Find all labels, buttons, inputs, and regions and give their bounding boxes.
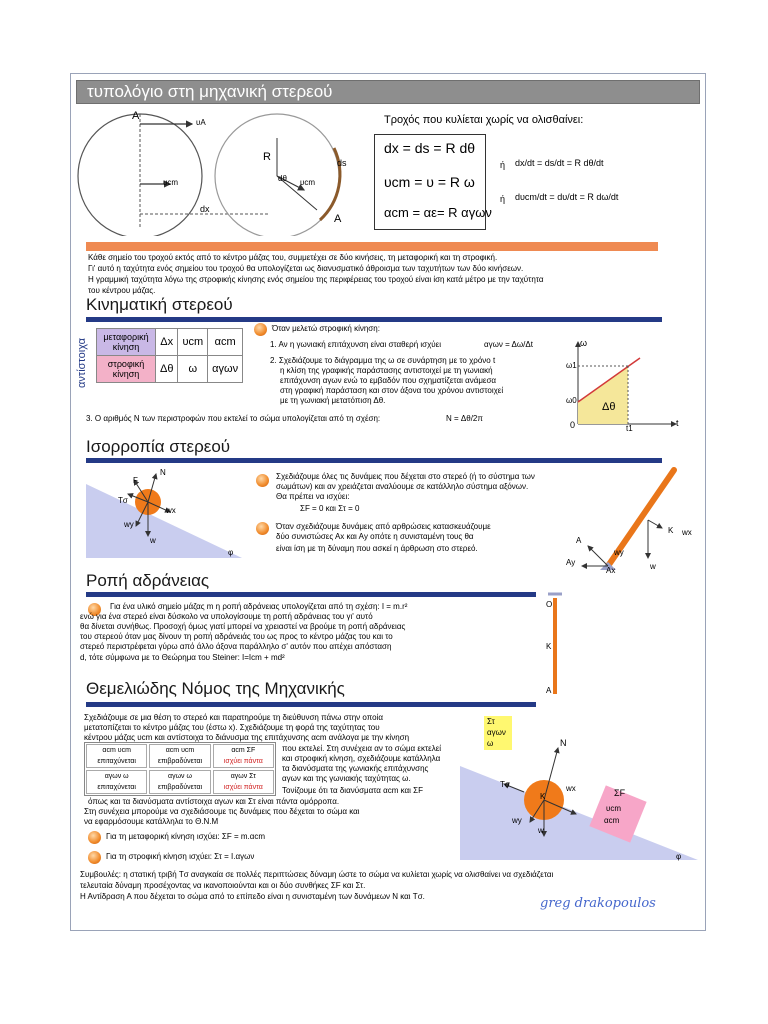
equilibrium-bar bbox=[86, 458, 662, 463]
inertia-bar bbox=[86, 592, 536, 597]
row1-c3: αcm bbox=[208, 329, 243, 356]
row1-label: μεταφορική κίνηση bbox=[97, 329, 156, 356]
rolling-frac2: dυcm/dt = dυ/dt = R dω/dt bbox=[515, 192, 619, 202]
kinematics-bar bbox=[86, 317, 662, 322]
inertia-l3: θα δίνεται συνήθως. Προσοχή όμως γιατί μπορεί να χρειαστεί να βρούμε τη ροπή αδράνειας bbox=[80, 622, 406, 631]
eq-fig-w: w bbox=[150, 536, 156, 545]
rolling-title: Τροχός που κυλίεται χωρίς να ολισθαίνει: bbox=[384, 114, 584, 126]
law-fig-n: N bbox=[560, 738, 567, 748]
rolling-eq2: υcm = υ = R ω bbox=[384, 174, 475, 190]
law-bar bbox=[86, 702, 536, 707]
orange-divider bbox=[86, 242, 658, 251]
rod-o: O bbox=[546, 600, 553, 609]
law-l1: Σχεδιάζουμε σε μια θέση το στερεό και παρατηρούμε τη διεύθυνση πάνω στην οποία bbox=[84, 713, 383, 722]
legend-s1: Στ bbox=[487, 717, 495, 726]
law-fig-sf: ΣF bbox=[614, 788, 626, 798]
wheel-label-a-top: A bbox=[132, 110, 140, 122]
advice-l3: Η Αντίδραση Α που δέχεται το σώμα από το επίπεδο είναι η συνισταμένη των δυνάμεων Ν και Tσ. bbox=[80, 892, 425, 901]
row1-c2: υcm bbox=[178, 329, 208, 356]
law-fig-wx: wx bbox=[566, 784, 576, 793]
cell-top: αγων Στ bbox=[230, 773, 256, 780]
law-b1: Για τη μεταφορική κίνηση ισχύει: ΣF = m.αcm bbox=[106, 832, 266, 841]
kinematics-sidebar: αντίστοιχα bbox=[76, 337, 88, 389]
wheel-label-r: R bbox=[263, 151, 271, 163]
rolling-eq1: dx = ds = R dθ bbox=[384, 140, 476, 156]
cell-bottom: επιταχύνεται bbox=[97, 784, 136, 791]
eq-b1eq: ΣF = 0 και Στ = 0 bbox=[300, 504, 360, 513]
bullet-icon bbox=[254, 323, 267, 336]
eq-b1a: Σχεδιάζουμε όλες τις δυνάμεις που δέχεται στο στερεό (ή το σύστημα των bbox=[276, 472, 535, 481]
rod-fig-w: w bbox=[650, 562, 656, 571]
law-incline-figure bbox=[440, 736, 700, 866]
kin-p1eq: αγων = Δω/Δt bbox=[484, 340, 533, 349]
eq-b1c: Θα πρέπει να ισχύει: bbox=[276, 492, 350, 501]
cell-bottom: ισχύει πάντα bbox=[223, 758, 263, 765]
cell-top: αcm ΣF bbox=[231, 747, 256, 754]
bullet-icon bbox=[88, 851, 101, 864]
law-l6: τα διανύσματα της γωνιακής επιτάχυνσης bbox=[282, 764, 429, 773]
intro-line4: του κέντρου μάζας. bbox=[88, 286, 156, 295]
law-fig-k: K bbox=[540, 792, 546, 801]
graph-zero: 0 bbox=[570, 420, 576, 430]
kinematics-table bbox=[96, 328, 243, 383]
cell-bottom: επιβραδύνεται bbox=[157, 758, 203, 765]
law-l5: και στροφική κίνηση, σχεδιάζουμε κατάλληλα bbox=[282, 754, 441, 763]
row1-c1: Δx bbox=[156, 329, 178, 356]
rolling-eq3: αcm = αε= R αγων bbox=[384, 205, 492, 220]
eq-b2b: δύο συνιστώσες Αx και Αy οπότε η συνισταμένη τους θα bbox=[276, 532, 474, 541]
kin-p2d: στη γραφική παράσταση και στον άξονα του χρόνου αντιστοιχεί bbox=[280, 386, 504, 395]
law-title: Θεμελιώδης Νόμος της Μηχανικής bbox=[86, 679, 345, 698]
bullet-icon bbox=[256, 474, 269, 487]
kin-p1: 1. Αν η γωνιακή επιτάχυνση είναι σταθερή ισχύει bbox=[270, 340, 442, 349]
eq-fig-n: N bbox=[160, 468, 166, 477]
law-fig-tc: Tσ bbox=[500, 780, 510, 789]
eq-b2c: είναι ίση με τη δύναμη που ασκεί η άρθρωση στο στερεό. bbox=[276, 544, 478, 553]
law-l11: να εφαρμόσουμε κατάλληλα το Θ.Ν.Μ bbox=[84, 817, 219, 826]
kin-p2b: η κλίση της γραφικής παράστασης αντιστοιχεί με τη γωνιακή bbox=[280, 366, 493, 375]
law-fig-ucm: υcm bbox=[606, 804, 622, 813]
advice-l2: τελευταία δύναμη προσέχοντας να ικανοποιούνται και οι δύο συνθήκες ΣF και Στ. bbox=[80, 881, 366, 890]
rod-a: A bbox=[546, 686, 552, 695]
row2-label: στροφική κίνηση bbox=[97, 356, 156, 383]
wheel-label-dx: dx bbox=[200, 204, 210, 214]
title-banner bbox=[76, 80, 700, 104]
wheel-label-dtheta: dθ bbox=[278, 174, 287, 183]
inertia-l5: στερεό περιστρέφεται γύρω από άλλο άξονα παράλληλο σ' αυτόν που απέχει απόσταση bbox=[80, 642, 392, 651]
law-fig-wy: wy bbox=[512, 816, 522, 825]
inertia-title: Ροπή αδράνειας bbox=[86, 571, 210, 590]
kin-p3: 3. Ο αριθμός Ν των περιστροφών που εκτελεί το σώμα υπολογίζεται από τη σχέση: bbox=[86, 414, 381, 423]
law-cell bbox=[213, 744, 274, 768]
kinematics-title: Κινηματική στερεού bbox=[86, 295, 233, 314]
row2-c1: Δθ bbox=[156, 356, 178, 383]
graph-omega: ω bbox=[580, 338, 588, 348]
wheel-label-ds: ds bbox=[337, 158, 347, 168]
bullet-icon bbox=[88, 831, 101, 844]
eq-b2a: Όταν σχεδιάζουμε δυνάμεις από αρθρώσεις κατασκευάζουμε bbox=[276, 522, 491, 531]
law-cell bbox=[149, 744, 210, 768]
rod-fig-wx: wx bbox=[682, 528, 692, 537]
rod-fig-wy: wy bbox=[614, 548, 624, 557]
graph-t: t bbox=[676, 418, 679, 428]
rod-fig-ay: Ay bbox=[566, 558, 576, 567]
intro-line3: Η γραμμική ταχύτητα λόγω της στροφικής κίνησης ενός σημείου της περιφέρειας του τροχού είναι ίση κατά μέτρο με την ταχύτητα bbox=[88, 275, 544, 284]
law-fig-acm: αcm bbox=[604, 816, 620, 825]
legend-s2: αγων bbox=[487, 728, 506, 737]
law-l7: αγων και της γωνιακής ταχύτητας ω. bbox=[282, 774, 411, 783]
law-l3: κέντρου μάζας υcm και αντίστοιχα το διάνυσμα της επιτάχυνσης αcm ανάλογα με την κίνηση bbox=[84, 733, 410, 742]
law-l10: Στη συνέχεια μπορούμε να σχεδιάσουμε τις δυνάμεις που δέχεται το σώμα και bbox=[84, 807, 360, 816]
law-cells bbox=[86, 744, 274, 794]
rolling-frac1: dx/dt = ds/dt = R dθ/dt bbox=[515, 158, 604, 168]
kin-p3eq: N = Δθ/2π bbox=[446, 414, 483, 423]
signature: greg drakopoulos bbox=[540, 896, 656, 911]
cell-top: αcm υcm bbox=[102, 747, 131, 754]
law-l2: μετατοπίζεται το κέντρο μάζας του (έστω x). Σχεδιάζουμε τη φορά της ταχύτητας του bbox=[84, 723, 380, 732]
cell-top: αcm υcm bbox=[165, 747, 195, 754]
cell-bottom: επιβραδύνεται bbox=[157, 784, 203, 791]
graph-area: Δθ bbox=[602, 401, 616, 413]
wheel-label-ua: υA bbox=[196, 118, 206, 127]
hinged-rod-figure bbox=[558, 466, 688, 576]
law-cell bbox=[149, 770, 210, 794]
law-cell bbox=[86, 744, 147, 768]
intro-line2: Γι' αυτό η ταχύτητα ενός σημείου του τροχού θα υπολογίζεται ως διανυσματικό άθροισμα των ταχυτήτων των δύο κινήσεων. bbox=[88, 264, 524, 273]
rod-fig-a: A bbox=[576, 536, 582, 545]
cell-bottom: επιταχύνεται bbox=[97, 758, 136, 765]
omega-time-graph bbox=[566, 336, 686, 436]
wheel-diagram bbox=[72, 108, 362, 236]
intro-line1: Κάθε σημείο του τροχού εκτός από το κέντρο μάζας του, συμμετέχει σε δύο κινήσεις, τη μεταφορική και τη στροφική. bbox=[88, 253, 498, 262]
law-fig-w: w bbox=[538, 826, 544, 835]
rod-fig-ax: Ax bbox=[606, 566, 616, 575]
eq-fig-wx: wx bbox=[166, 506, 176, 515]
graph-omega1: ω1 bbox=[566, 361, 577, 370]
row2-c2: ω bbox=[178, 356, 208, 383]
rod-k: K bbox=[546, 642, 552, 651]
rolling-or1: ή bbox=[500, 160, 506, 170]
eq-fig-f: F bbox=[133, 476, 138, 485]
inertia-l1: Για ένα υλικό σημείο μάζας m η ροπή αδράνειας υπολογίζεται από τη σχέση: I = m.r² bbox=[110, 602, 408, 611]
page-title: τυπολόγιο στη μηχανική στερεού bbox=[87, 82, 333, 101]
rod-fig-k: K bbox=[668, 526, 674, 535]
law-cell bbox=[213, 770, 274, 794]
law-b2: Για τη στροφική κίνηση ισχύει: Στ = I.αγων bbox=[106, 852, 255, 861]
kin-intro: Όταν μελετώ στροφική κίνηση: bbox=[272, 324, 380, 333]
eq-fig-phi: φ bbox=[228, 548, 234, 557]
eq-fig-tc: Tσ bbox=[118, 496, 128, 505]
law-fig-phi: φ bbox=[676, 852, 682, 861]
kin-p2c: επιτάχυνση αγων ενώ το εμβαδόν που σχηματίζεται ανάμεσα bbox=[280, 376, 497, 385]
row2-c3: αγων bbox=[208, 356, 243, 383]
bullet-icon bbox=[256, 522, 269, 535]
kin-p2e: με τη γωνιακή μετατόπιση Δθ. bbox=[280, 396, 386, 405]
inertia-l2: ενώ για ένα στερεό είναι δύσκολο να υπολογίσουμε τη ροπή αδράνειας του γι' αυτό bbox=[80, 612, 373, 621]
eq-fig-wy: wy bbox=[124, 520, 134, 529]
cell-top: αγων ω bbox=[168, 773, 192, 780]
inertia-l6: d, τότε σύμφωνα με το Θεώρημα του Steiner: I=Icm + md² bbox=[80, 653, 285, 662]
law-cell bbox=[86, 770, 147, 794]
graph-t1: t1 bbox=[626, 424, 633, 433]
cell-bottom: ισχύει πάντα bbox=[223, 784, 263, 791]
cell-top: αγων ω bbox=[104, 773, 129, 780]
law-l4: που εκτελεί. Στη συνέχεια αν το σώμα εκτελεί bbox=[282, 744, 442, 753]
inertia-l4: του στερεού όταν μας δίνουν τη ροπή αδράνειάς του ως προς το κέντρο μάζας του και το bbox=[80, 632, 393, 641]
graph-omega0: ω0 bbox=[566, 396, 577, 405]
inertia-rod-figure bbox=[540, 590, 570, 700]
eq-b1b: σωμάτων) και αν χρειάζεται αναλύουμε σε κατάλληλο σύστημα αξόνων. bbox=[276, 482, 529, 491]
wheel-label-ucm2: υcm bbox=[300, 178, 316, 187]
equilibrium-title: Ισορροπία στερεού bbox=[86, 437, 231, 456]
wheel-label-a-bottom: A bbox=[334, 213, 342, 225]
law-l8: Τονίζουμε ότι τα διανύσματα αcm και ΣF bbox=[282, 786, 424, 795]
kin-p2a: 2. Σχεδιάζουμε το διάγραμμα της ω σε συνάρτηση με το χρόνο t bbox=[270, 356, 496, 365]
rolling-or2: ή bbox=[500, 194, 506, 204]
law-l9: όπως και τα διανύσματα αντίστοιχα αγων και Στ είναι πάντα ομόρροπα. bbox=[88, 797, 340, 806]
wheel-label-ucm: υcm bbox=[163, 178, 179, 187]
legend-s3: ω bbox=[487, 739, 494, 748]
advice-l1: Συμβουλές: η στατική τριβή Tσ αναγκαία σε πολλές περιπτώσεις δύναμη ώστε το σώμα να κυλίεται χωρίς να ολισθαίνει να σχεδιάζεται bbox=[80, 870, 554, 879]
